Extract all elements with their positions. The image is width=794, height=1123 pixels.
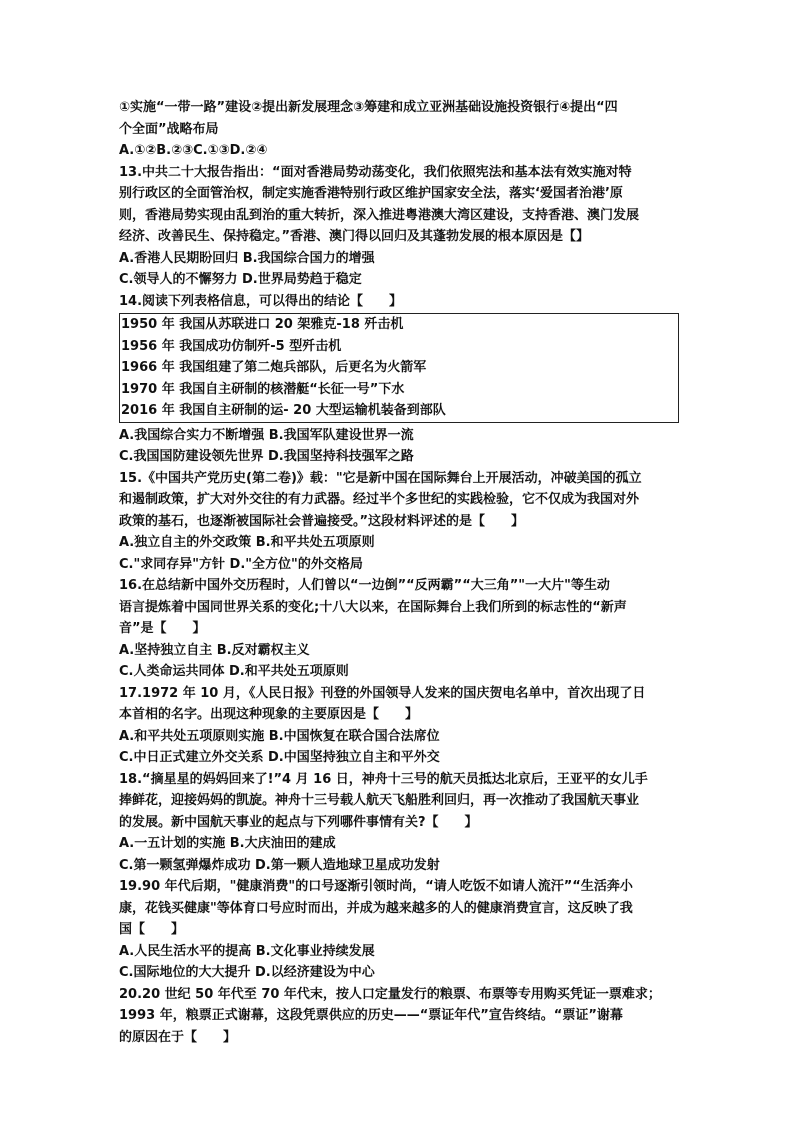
option-line: C."求同存异"方针 D."全方位"的外交格局 [119,556,363,572]
question-text-line: 13.中共二十大报告指出：“面对香港局势动荡变化，我们依照宪法和基本法有效实施对特 [119,164,632,180]
question-text-line: ①实施“一带一路”建设②提出新发展理念③筹建和成立亚洲基础设施投资银行④提出“四 [119,100,618,115]
question-stem: 14.阅读下列表格信息，可以得出的结论【 】 [119,293,403,309]
question-16 [119,575,679,683]
option-line: A.我国综合实力不断增强 B.我国军队建设世界一流 [119,427,414,443]
question-text-line: 19.90 年代后期，"健康消费"的口号逐渐引领时尚，“请人吃饭不如请人流汗”“生活奔小 [119,879,633,894]
question-text-line: 16.在总结新中国外交历程时，人们曾以“一边倒”“反两霸”“大三角”"一大片"等生动 [119,578,610,593]
question-text-line: 1993 年，粮票正式谢幕，这段凭票供应的历史——“票证年代”宣告终结。“票证”谢幕 [119,1008,623,1023]
option-line: A.香港人民期盼回归 B.我国综合国力的增强 [119,250,375,266]
question-text-line: 的原因在于【 】 [119,1029,237,1045]
exam-page [119,97,679,1048]
info-table [119,313,679,423]
table-row: 1970 年 我国自主研制的核潜艇“长征一号”下水 [121,381,405,397]
question-19 [119,876,679,984]
question-text-line: 本首相的名字。出现这种现象的主要原因是【 】 [119,707,419,722]
question-17 [119,683,679,769]
question-18 [119,769,679,877]
question-text-line: 15.《中国共产党历史(第二卷)》载："它是新中国在国际舞台上开展活动，冲破美国的孤立 [119,470,642,486]
option-line: C.国际地位的大大提升 D.以经济建设为中心 [119,965,375,980]
question-20 [119,984,679,1049]
question-13 [119,162,679,291]
option-line: C.第一颗氢弹爆炸成功 D.第一颗人造地球卫星成功发射 [119,857,440,873]
question-text-line: 语言提炼着中国同世界关系的变化;十八大以来，在国际舞台上我们所到的标志性的“新声 [119,599,627,615]
question-text-line: 政策的基石，也逐渐被国际社会普遍接受。”这段材料评述的是【 】 [119,513,525,529]
question-text-line: 的发展。新中国航天事业的起点与下列哪件事情有关?【 】 [119,814,478,830]
table-row: 1966 年 我国组建了第二炮兵部队，后更名为火箭军 [121,360,427,375]
option-line: C.中日正式建立外交关系 D.中国坚持独立自主和平外交 [119,750,440,765]
question-text-line: 音”是【 】 [119,621,206,636]
question-text-line: 20.20 世纪 50 年代至 70 年代末，按人口定量发行的粮票、布票等专用购买凭证一票难求； [119,986,661,1002]
option-line: A.人民生活水平的提高 B.文化事业持续发展 [119,943,375,959]
option-line: A.和平共处五项原则实施 B.中国恢复在联合国合法席位 [119,728,440,744]
question-14 [119,291,679,468]
question-text-line: 个全面”战略布局 [119,121,219,137]
option-line: C.领导人的不懈努力 D.世界局势趋于稳定 [119,272,362,287]
option-line: C.我国国防建设领先世界 D.我国坚持科技强军之路 [119,449,414,464]
question-text-line: 别行政区的全面管治权，制定实施香港特别行政区维护国家安全法，落实‘爱国者治港’原 [119,186,623,201]
question-text-line: 和遏制政策，扩大对外交往的有力武器。经过半个多世纪的实践检验，它不仅成为我国对外 [119,492,640,507]
option-line: A.一五计划的实施 B.大庆油田的建成 [119,836,336,851]
question-text-line: 17.1972 年 10 月，《人民日报》刊登的外国领导人发来的国庆贺电名单中，首次出现了日 [119,685,646,701]
table-row: 1956 年 我国成功仿制歼-5 型歼击机 [121,338,342,354]
table-row: 1950 年 我国从苏联进口 20 架雅克-18 歼击机 [121,317,404,332]
question-text-line: 捧鲜花，迎接妈妈的凯旋。神舟十三号载人航天飞船胜利回归，再一次推动了我国航天事业 [119,793,640,808]
question-15 [119,468,679,576]
question-text-line: 则，香港局势实现由乱到治的重大转折，深入推进粤港澳大湾区建设，支持香港、澳门发展 [119,207,640,223]
table-row: 2016 年 我国自主研制的运- 20 大型运输机装备到部队 [121,403,446,418]
question-12-tail [119,97,679,162]
question-text-line: 康，花钱买健康"等体育口号应时而出，并成为越来越多的人的健康消费宣言，这反映了我 [119,900,633,916]
question-text-line: 国【 】 [119,922,185,937]
question-text-line: 18.“摘星星的妈妈回来了!”4 月 16 日，神舟十三号的航天员抵达北京后，王亚平的女儿手 [119,771,648,787]
question-text-line: 经济、改善民生、保持稳定。”香港、澳门得以回归及其蓬勃发展的根本原因是【】 [119,229,590,244]
option-line: A.坚持独立自主 B.反对霸权主义 [119,642,310,658]
option-line: C.人类命运共同体 D.和平共处五项原则 [119,664,349,679]
option-line: A.独立自主的外交政策 B.和平共处五项原则 [119,535,375,550]
options-line: A.①②B.②③C.①③D.②④ [119,143,268,158]
